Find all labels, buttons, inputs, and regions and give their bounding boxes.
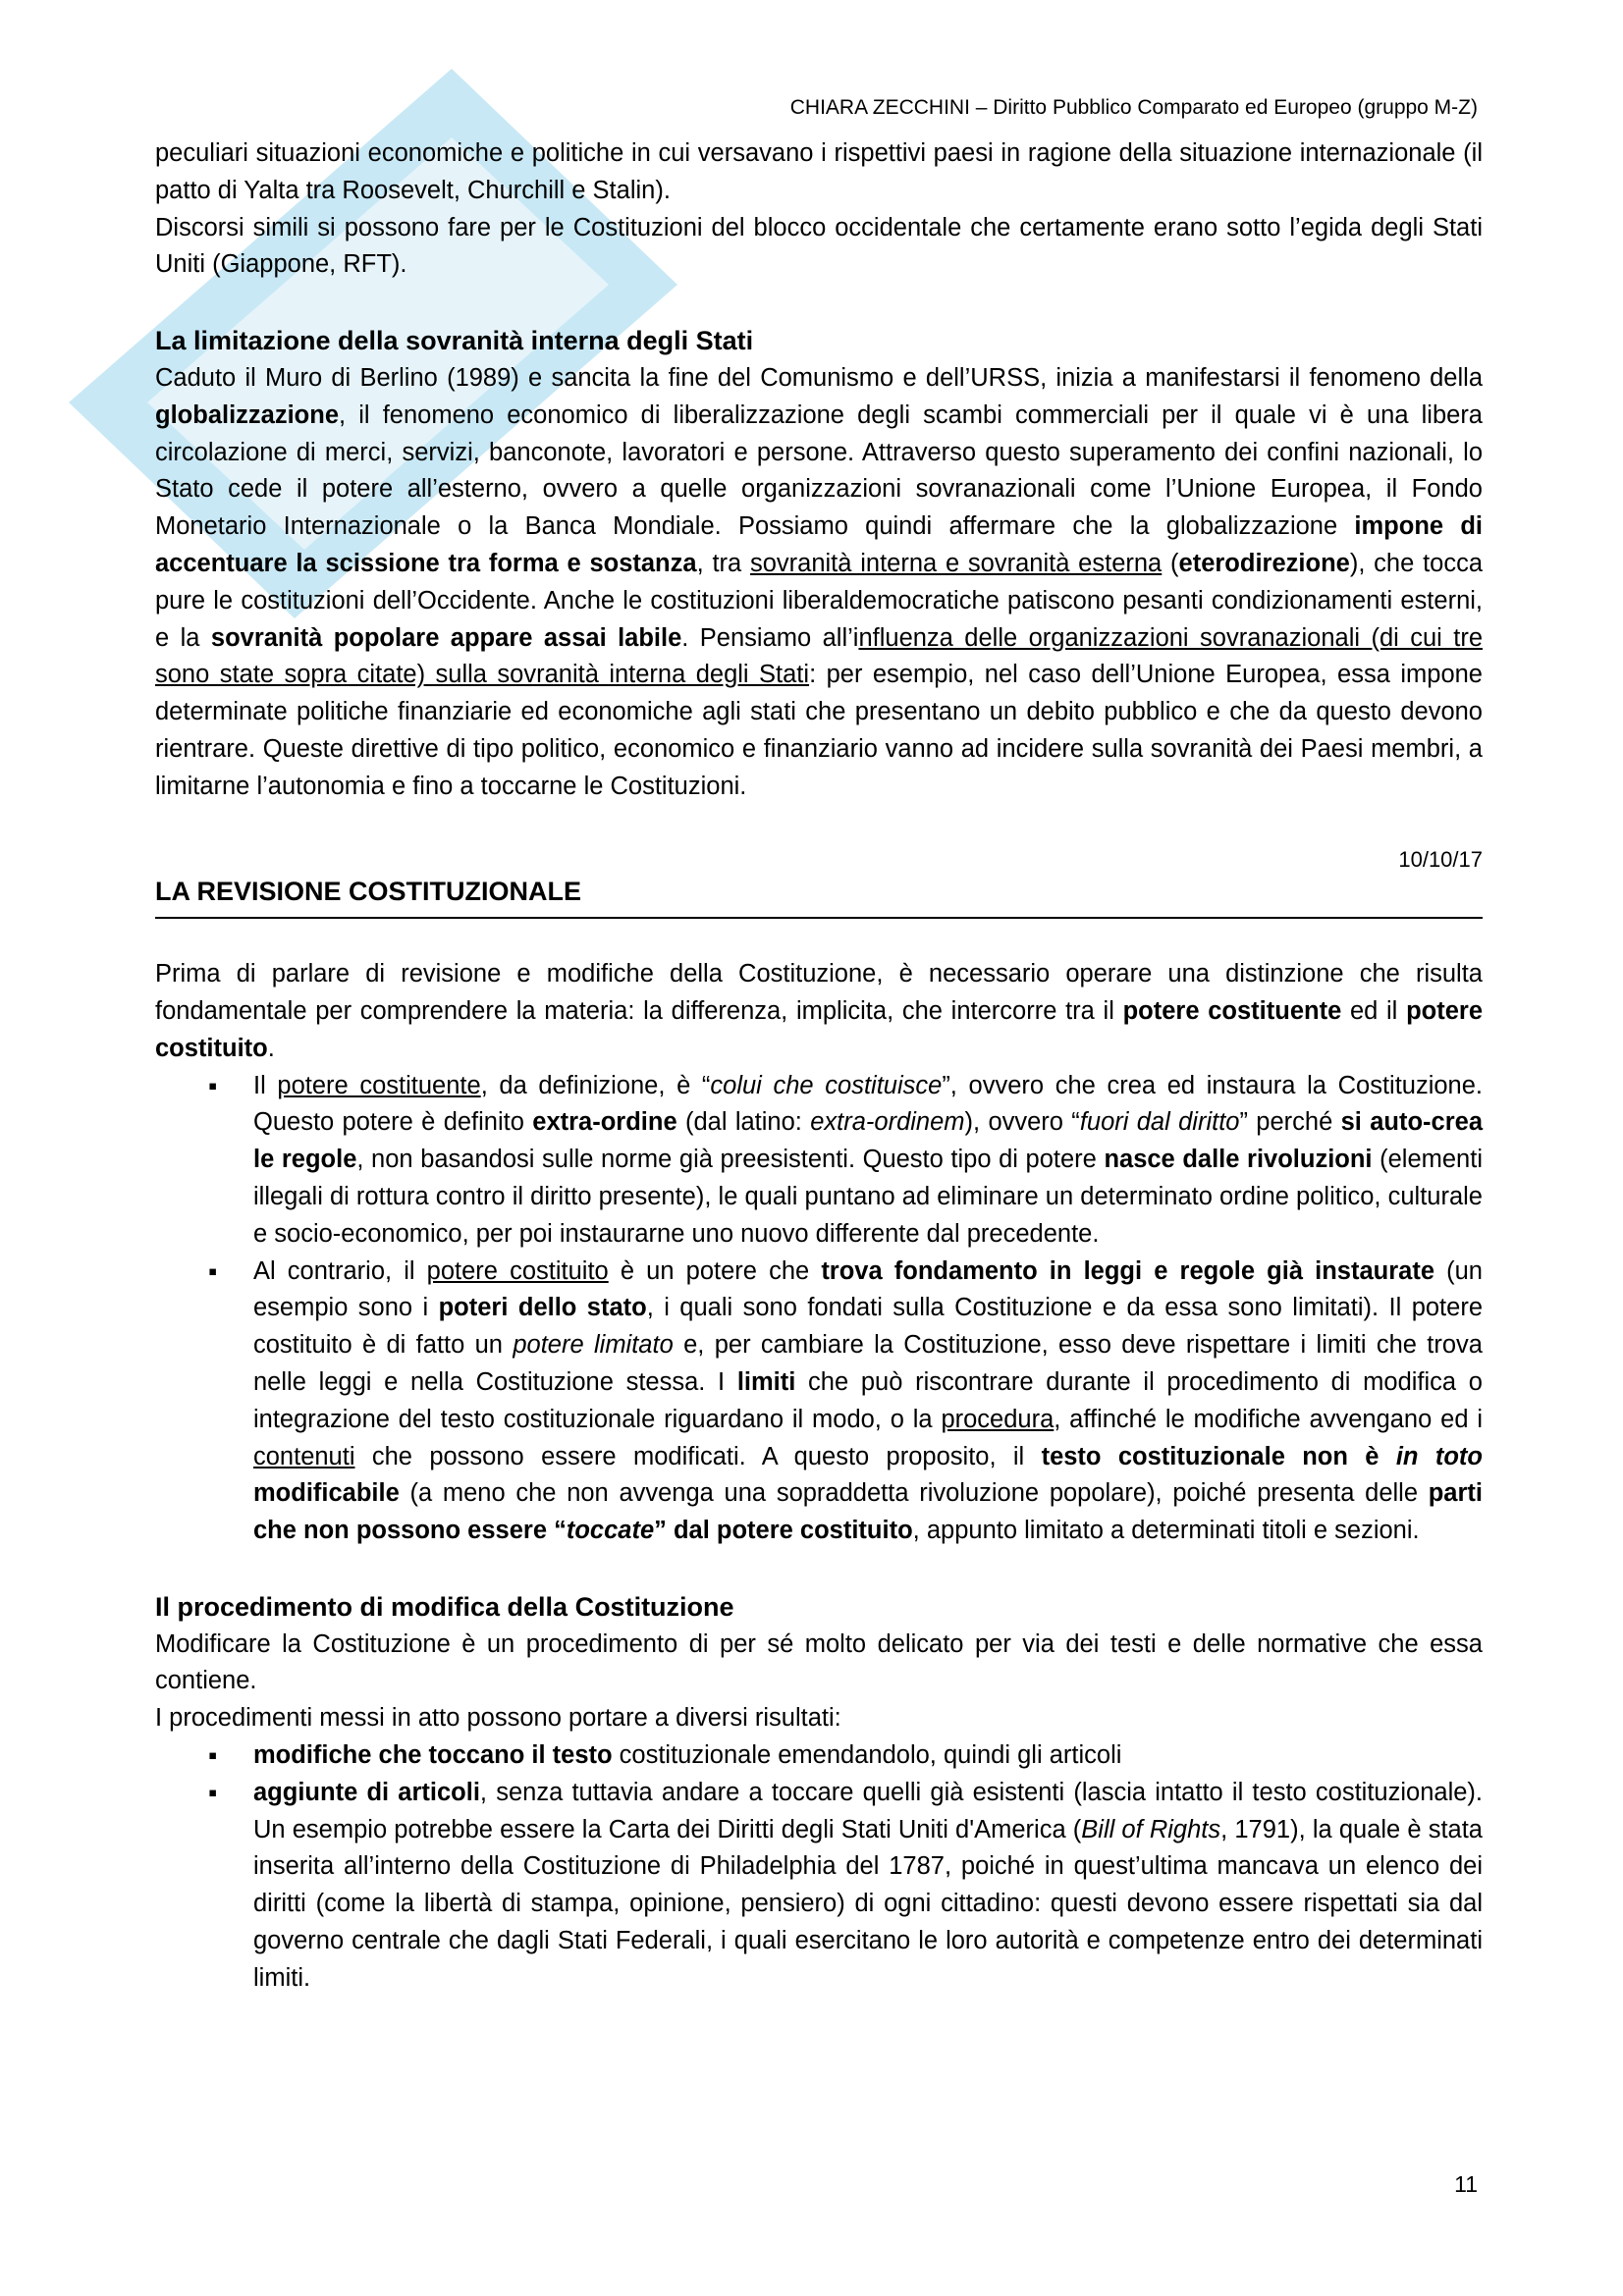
section-heading: La limitazione della sovranità interna degli Stati [155,326,754,356]
list-item: ▪ modifiche che toccano il testo costituzionale emendandolo, quindi gli articoli [253,1737,1483,1775]
paragraph: Prima di parlare di revisione e modifiche della Costituzione, è necessario operare una distinzione che risulta fondamentale per comprendere la materia: la differenza, implicita, che intercorre tra il potere costituente ed il potere costituito. [155,960,1483,1062]
paragraph: peculiari situazioni economiche e politiche in cui versavano i rispettivi paesi in ragione della situazione internazionale (il patto di Yalta tra Roosevelt, Churchill e Stalin). [155,139,1483,204]
paragraph: I procedimenti messi in atto possono portare a diversi risultati: [155,1704,841,1733]
document-body [155,135,1483,1998]
chapter-title: LA REVISIONE COSTITUZIONALE [155,874,1483,919]
paragraph: Modificare la Costituzione è un procedimento di per sé molto delicato per via dei testi e delle normative che essa contiene. [155,1629,1483,1695]
page-number: 11 [1454,2171,1478,2197]
section-heading: Il procedimento di modifica della Costituzione [155,1591,734,1622]
bullet-list [155,1737,1483,1998]
paragraph: Caduto il Muro di Berlino (1989) e sancita la fine del Comunismo e dell’URSS, inizia a manifestarsi il fenomeno della globalizzazione, il fenomeno economico di liberalizzazione degli scambi commerciali per il quale vi è una libera circolazione di merci, servizi, banconote, lavoratori e persone. Attraverso questo superamento dei confini nazionali, lo Stato cede il potere all’esterno, ovvero a quelle organizzazioni sovranazionali come l’Unione Europea, il Fondo Monetario Internazionale o la Banca Mondiale. Possiamo quindi affermare che la globalizzazione impone di accentuare la scissione tra forma e sostanza, tra sovranità interna e sovranità esterna (eterodirezione), che tocca pure le costituzioni dell’Occidente. Anche le costituzioni liberaldemocratiche patiscono pesanti condizionamenti esterni, e la sovranità popolare appare assai labile. Pensiamo all’influenza delle organizzazioni sovranazionali (di cui tre sono state sopra citate) sulla sovranità interna degli Stati: per esempio, nel caso dell’Unione Europea, essa impone determinate politiche finanziarie ed economiche agli stati che presentano un debito pubblico e che da questo devono rientrare. Queste direttive di tipo politico, economico e finanziario vanno ad incidere sulla sovranità dei Paesi membri, a limitarne l’autonomia e fino a toccarne le Costituzioni. [155,363,1484,800]
list-item: ▪ Al contrario, il potere costituito è un potere che trova fondamento in leggi e regole già instaurate (un esempio sono i poteri dello stato, i quali sono fondati sulla Costituzione e da essa sono limitati). Il potere costituito è di fatto un potere limitato e, per cambiare la Costituzione, esso deve rispettare i limiti che trova nelle leggi e nella Costituzione stessa. I limiti che può riscontrare durante il procedimento di modifica o integrazione del testo costituzionale riguardano il modo, o la procedura, affinché le modifiche avvengano ed i contenuti che possono essere modificati. A questo proposito, il testo costituzionale non è in toto modificabile (a meno che non avvenga una sopraddetta rivoluzione popolare), poiché presenta delle parti che non possono essere “toccate” dal potere costituito, appunto limitato a determinati titoli e sezioni. [253,1254,1483,1550]
list-item: ▪ aggiunte di articoli, senza tuttavia andare a toccare quelli già esistenti (lascia intatto il testo costituzionale). Un esempio potrebbe essere la Carta dei Diritti degli Stati Uniti d'America (Bill of Rights, 1791), la quale è stata inserita all’interno della Costituzione di Philadelphia del 1787, poiché in quest’ultima mancava un elenco dei diritti (come la libertà di stampa, opinione, pensiero) di ogni cittadino: questi devono essere rispettati sia dal governo centrale che dagli Stati Federali, i quali esercitano le loro autorità e competenze entro dei determinati limiti. [253,1775,1483,1998]
page-header: CHIARA ZECCHINI – Diritto Pubblico Comparato ed Europeo (gruppo M-Z) [789,96,1478,119]
paragraph: Discorsi simili si possono fare per le Costituzioni del blocco occidentale che certamente erano sotto l’egida degli Stati Uniti (Giappone, RFT). [155,213,1483,279]
list-item: ▪ Il potere costituente, da definizione, è “colui che costituisce”, ovvero che crea ed instaura la Costituzione. Questo potere è definito extra-ordine (dal latino: extra-ordinem), ovvero “fuori dal diritto” perché si auto-crea le regole, non basandosi sulle norme già preesistenti. Questo tipo di potere nasce dalle rivoluzioni (elementi illegali di rottura contro il diritto presente), le quali puntano ad eliminare un determinato ordine politico, culturale e socio-economico, per poi instaurarne uno nuovo differente dal precedente. [253,1068,1483,1254]
lecture-date: 10/10/17 [1398,846,1483,872]
bullet-list [155,1068,1483,1550]
